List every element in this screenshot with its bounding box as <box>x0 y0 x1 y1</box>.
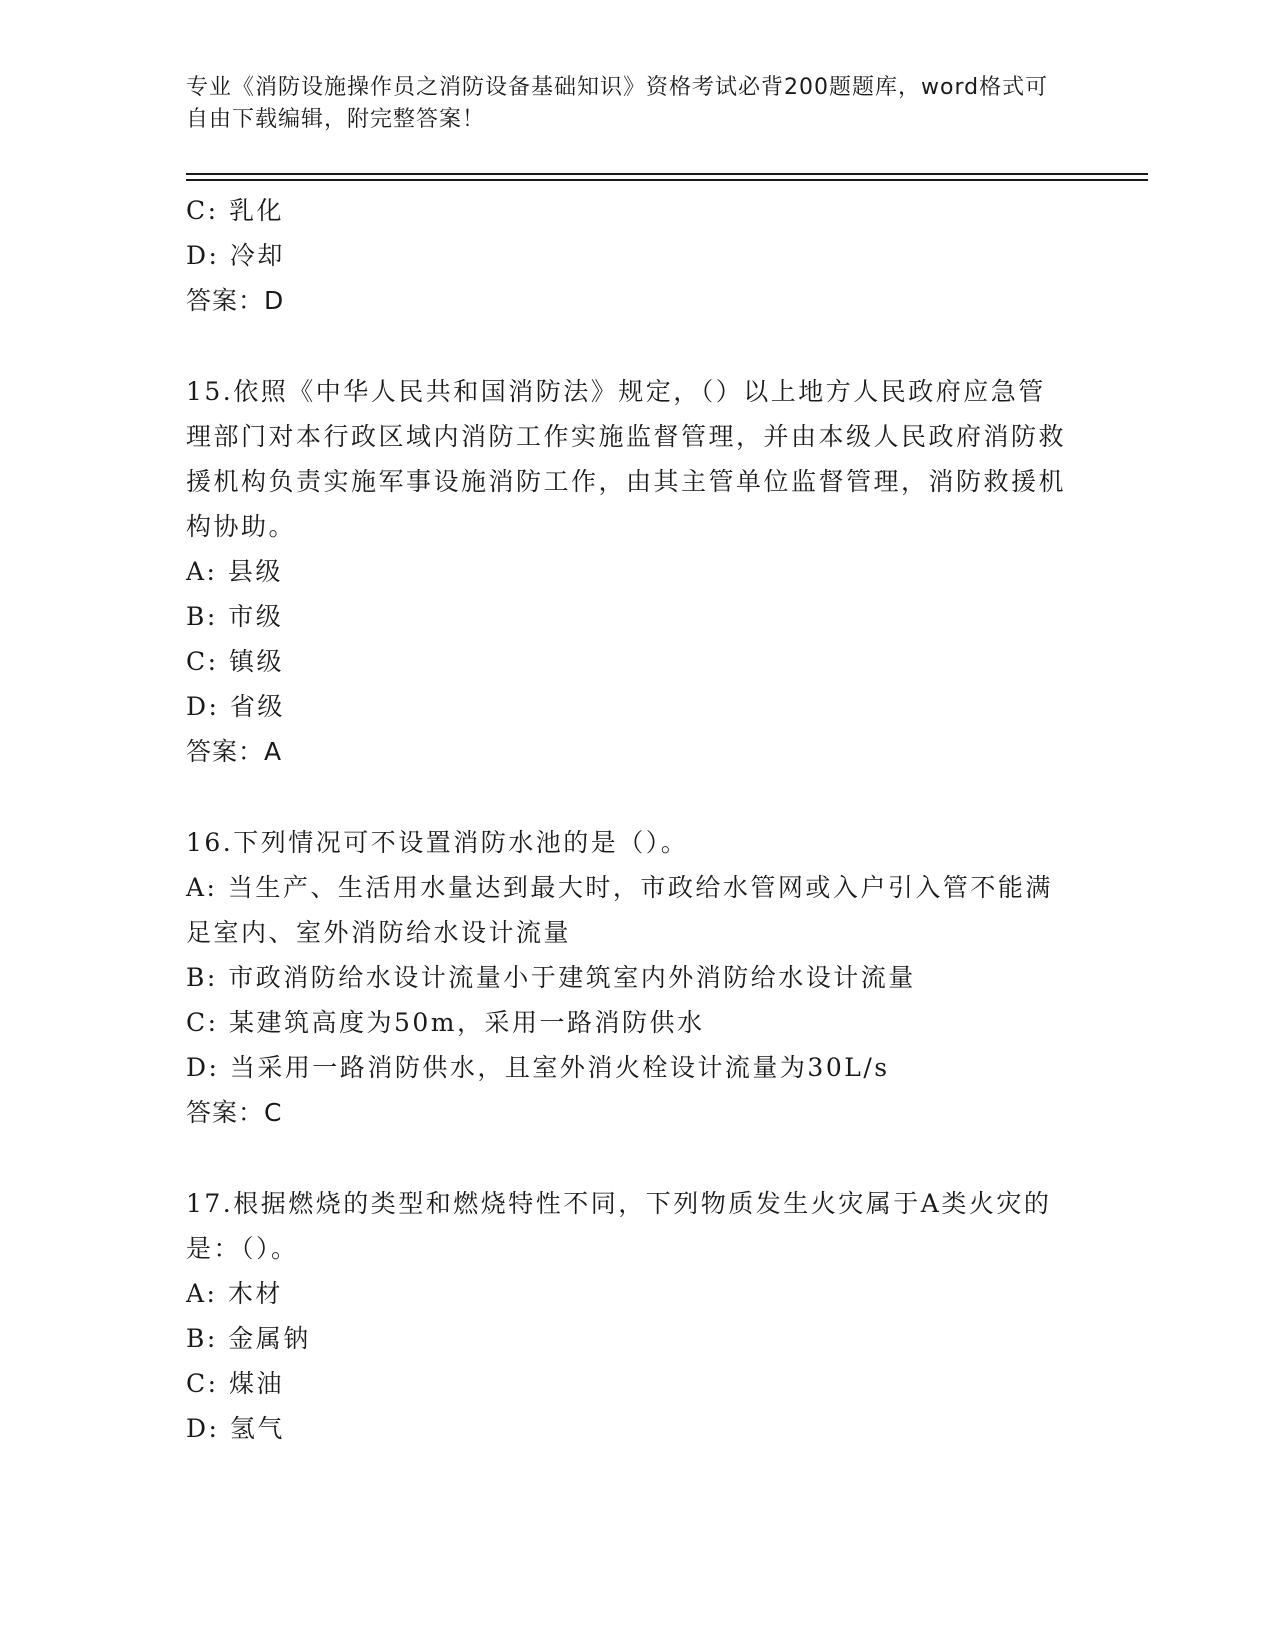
q15-option-a: A: 县级 <box>186 557 283 586</box>
q17-option-a: A: 木材 <box>186 1279 283 1308</box>
q15-option-b: B: 市级 <box>186 602 284 631</box>
q17-option-c: C: 煤油 <box>186 1369 284 1398</box>
question-16-text: 16.下列情况可不设置消防水池的是（）。 <box>186 828 689 857</box>
q16-option-a: A: 当生产、生活用水量达到最大时，市政给水管网或入户引入管不能满足室内、室外消防给水设计流量 <box>186 873 1053 947</box>
question-content <box>186 188 1086 1451</box>
q16-option-b: B: 市政消防给水设计流量小于建筑室内外消防给水设计流量 <box>186 963 916 992</box>
q15-answer: 答案：A <box>186 737 283 766</box>
spacer <box>186 1135 1086 1181</box>
q16-answer: 答案：C <box>186 1098 283 1127</box>
answer-line: 答案：D <box>186 286 285 315</box>
option-c: C: 乳化 <box>186 196 284 225</box>
option-d: D: 冷却 <box>186 241 285 270</box>
header-rule-top <box>186 173 1148 175</box>
page-header: 专业《消防设施操作员之消防设备基础知识》资格考试必背200题题库，word格式可自由下载编辑，附完整答案！ <box>186 75 1049 132</box>
q16-option-c: C: 某建筑高度为50m，采用一路消防供水 <box>186 1008 705 1037</box>
q16-option-d: D: 当采用一路消防供水，且室外消火栓设计流量为30L/s <box>186 1053 890 1082</box>
spacer <box>186 323 1086 369</box>
question-15-text: 15.依照《中华人民共和国消防法》规定，（）以上地方人民政府应急管理部门对本行政区域内消防工作实施监督管理，并由本级人民政府消防救援机构负责实施军事设施消防工作，由其主管单位监督管理，消防救援机构协助。 <box>186 377 1067 541</box>
q15-option-c: C: 镇级 <box>186 647 284 676</box>
header-rule-bottom <box>186 179 1148 181</box>
q17-option-b: B: 金属钠 <box>186 1324 311 1353</box>
spacer <box>186 774 1086 820</box>
q17-option-d: D: 氢气 <box>186 1414 285 1443</box>
question-17-text: 17.根据燃烧的类型和燃烧特性不同，下列物质发生火灾属于A类火灾的是：（）。 <box>186 1189 1052 1263</box>
q15-option-d: D: 省级 <box>186 692 285 721</box>
